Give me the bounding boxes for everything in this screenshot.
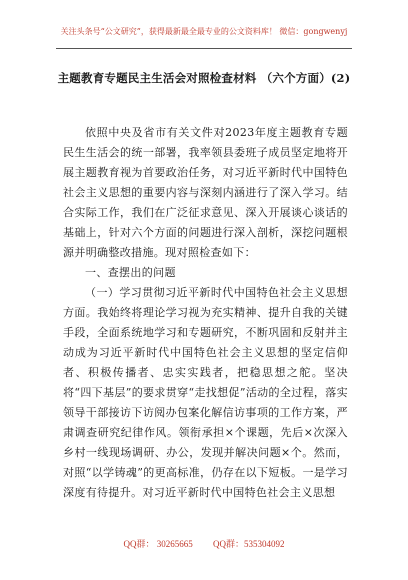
body-paragraph: （一）学习贯彻习近平新时代中国特色社会主义思想方面。我始终将理论学习视为充实精神、提升自我的关键手段，全面系统地学习和专题研究，不断巩固和反射并主动成为习近平新时代中国特色社会主义思想的坚定信仰者、积极传播者、忠实实践者，把稳思想之舵。坚决将“四下基层”的要求贯穿“走找想促”活动的全过程，落实领导干部接访下访阅办包案化解信访事项的工作方案，严肃调查研究纪律作风。领衔承担×个课题，先后×次深入乡村一线现场调研、办公，发现并解决问题×个。然而，对照“以学铸魂”的更高标准，仍存在以下短板。一是学习深度有待提升。对习近平新时代中国特色社会主义思想 — [63, 286, 348, 499]
footer-qq-group-1: QQ群： 30265665 — [123, 539, 193, 549]
section-heading: 一、查摆出的问题 — [85, 266, 176, 279]
intro-paragraph: 依照中央及省市有关文件对2023年度主题教育专题民生生活会的统一部署，我率领县委班子成员坚定地将开展主题教育视为首要政治任务，对习近平新时代中国特色社会主义思想的重要内容与深刻内涵进行了深入学习。结合实际工作，我们在广泛征求意见、深入开展谈心谈话的基础上，针对六个方面的问题进行深入剖析，深挖问题根源并明确整改措施。现对照检查如下： — [63, 126, 348, 259]
header-divider — [56, 48, 352, 49]
document-title: 主题教育专题民主生活会对照检查材料 （六个方面）(2) — [57, 71, 351, 85]
document-body — [63, 123, 348, 503]
footer — [0, 537, 408, 550]
footer-qq-group-2: QQ群：535304092 — [213, 539, 285, 549]
header-notice: 关注头条号“公文研究”，获得最新最全最专业的公文资料库！ 微信：gongwenyj — [60, 27, 348, 36]
